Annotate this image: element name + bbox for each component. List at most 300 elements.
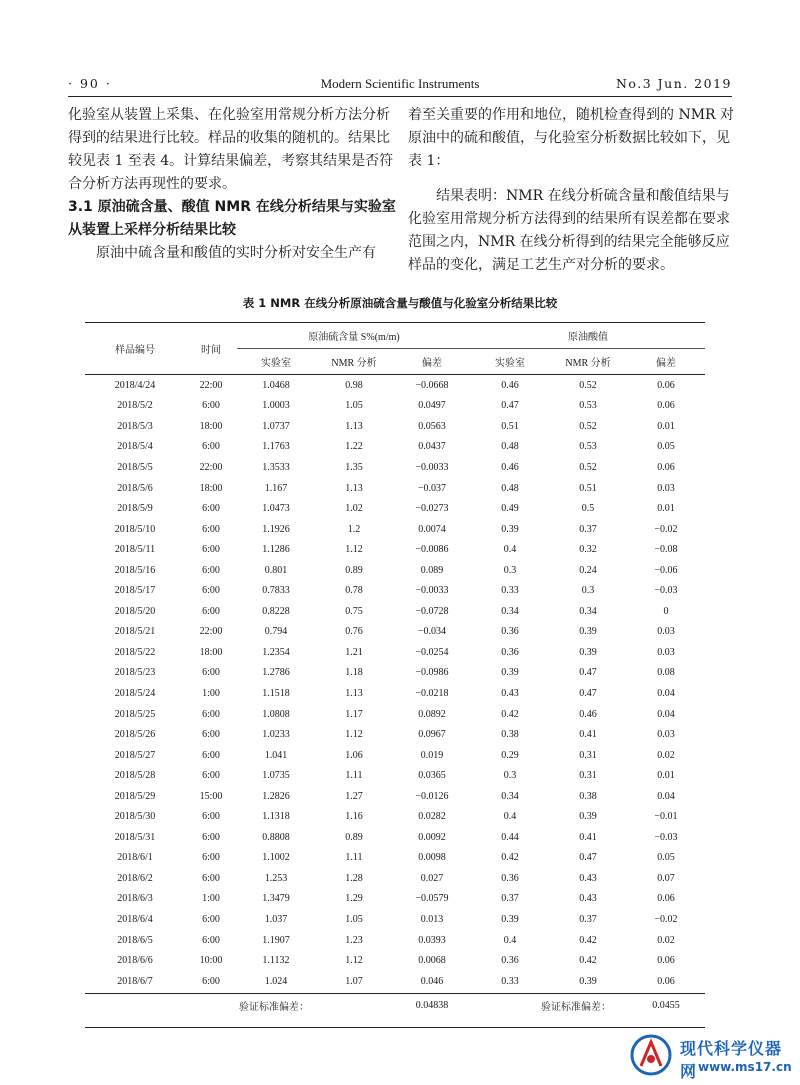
cell-acid-lab: 0.39 <box>501 667 519 679</box>
cell-acid-nmr: 0.47 <box>579 667 597 679</box>
cell-sulfur-nmr: 0.89 <box>345 564 363 576</box>
cell-sulfur-nmr: 0.98 <box>345 379 363 391</box>
cell-sulfur-lab: 1.2354 <box>262 646 290 658</box>
issue-info: No.3 Jun. 2019 <box>615 76 732 91</box>
table-row <box>85 745 705 766</box>
right-column <box>408 104 738 277</box>
cell-time: 6:00 <box>202 831 220 843</box>
cell-sulfur-lab: 0.8228 <box>262 605 290 617</box>
cell-sulfur-nmr: 1.28 <box>345 872 363 884</box>
table-row <box>85 786 705 807</box>
cell-sulfur-nmr: 0.89 <box>345 831 363 843</box>
cell-sulfur-lab: 1.024 <box>264 975 288 987</box>
cell-sample: 2018/6/7 <box>117 975 153 987</box>
std-value-acid: 0.0455 <box>627 994 705 1017</box>
section-title: 3.1 原油硫含量、酸值 NMR 在线分析结果与实验室从装置上采样分析结果比较 <box>68 199 396 238</box>
cell-acid-deviation: 0.07 <box>657 872 675 884</box>
cell-acid-deviation: 0.01 <box>657 420 675 432</box>
cell-sulfur-lab: 1.3479 <box>262 893 290 905</box>
cell-acid-nmr: 0.3 <box>581 585 595 597</box>
cell-sulfur-lab: 1.167 <box>264 482 288 494</box>
table-row <box>85 498 705 519</box>
cell-acid-lab: 0.4 <box>503 934 517 946</box>
subheader-lab: 实验室 <box>237 349 315 375</box>
table-row <box>85 478 705 499</box>
cell-sulfur-lab: 1.1907 <box>262 934 290 946</box>
std-value-sulfur: 0.04838 <box>393 994 471 1017</box>
cell-acid-lab: 0.39 <box>501 913 519 925</box>
cell-acid-lab: 0.51 <box>501 420 519 432</box>
cell-sulfur-nmr: 1.35 <box>345 461 363 473</box>
cell-acid-deviation: 0.05 <box>657 441 675 453</box>
subheader-lab: 实验室 <box>471 349 549 375</box>
cell-time: 6:00 <box>202 852 220 864</box>
cell-sample: 2018/5/31 <box>114 831 156 843</box>
left-paragraph-2: 原油中硫含量和酸值的实时分析对安全生产有 <box>96 245 376 261</box>
cell-acid-lab: 0.33 <box>501 585 519 597</box>
table-row <box>85 950 705 971</box>
cell-sulfur-deviation: −0.0033 <box>415 461 449 473</box>
cell-sulfur-deviation: −0.037 <box>417 482 447 494</box>
cell-sulfur-lab: 1.1286 <box>262 544 290 556</box>
cell-acid-deviation: 0.06 <box>657 975 675 987</box>
cell-time: 10:00 <box>199 955 223 967</box>
cell-sulfur-deviation: 0.013 <box>420 913 444 925</box>
cell-acid-nmr: 0.32 <box>579 544 597 556</box>
cell-acid-lab: 0.44 <box>501 831 519 843</box>
cell-sulfur-deviation: −0.0728 <box>415 605 449 617</box>
cell-time: 6:00 <box>202 667 220 679</box>
cell-sulfur-deviation: 0.046 <box>420 975 444 987</box>
table-row <box>85 519 705 540</box>
cell-acid-lab: 0.39 <box>501 523 519 535</box>
cell-time: 6:00 <box>202 913 220 925</box>
cell-acid-deviation: −0.01 <box>654 811 678 823</box>
cell-acid-lab: 0.4 <box>503 544 517 556</box>
cell-acid-lab: 0.42 <box>501 708 519 720</box>
cell-sulfur-nmr: 1.16 <box>345 811 363 823</box>
cell-sulfur-nmr: 1.11 <box>345 852 363 864</box>
cell-acid-nmr: 0.5 <box>581 503 595 515</box>
table-row <box>85 560 705 581</box>
cell-acid-nmr: 0.52 <box>579 461 597 473</box>
cell-sulfur-deviation: 0.0967 <box>418 729 446 741</box>
cell-sulfur-deviation: −0.0126 <box>415 790 449 802</box>
cell-acid-deviation: 0.06 <box>657 400 675 412</box>
cell-acid-lab: 0.46 <box>501 461 519 473</box>
left-column <box>68 104 398 265</box>
cell-time: 18:00 <box>199 646 223 658</box>
cell-acid-lab: 0.36 <box>501 646 519 658</box>
cell-time: 1:00 <box>202 687 220 699</box>
cell-acid-lab: 0.37 <box>501 893 519 905</box>
cell-time: 6:00 <box>202 441 220 453</box>
cell-sample: 2018/5/10 <box>114 523 156 535</box>
cell-acid-deviation: 0.03 <box>657 482 675 494</box>
table-row <box>85 827 705 848</box>
cell-sulfur-nmr: 1.18 <box>345 667 363 679</box>
cell-sample: 2018/5/27 <box>114 749 156 761</box>
cell-acid-lab: 0.29 <box>501 749 519 761</box>
cell-acid-deviation: 0.06 <box>657 893 675 905</box>
cell-acid-lab: 0.36 <box>501 872 519 884</box>
table-row <box>85 806 705 827</box>
right-paragraph-2: 结果表明：NMR 在线分析硫含量和酸值结果与化验室用常规分析方法得到的结果所有误差都在要求范围之内，NMR 在线分析得到的结果完全能够反应样品的变化，满足工艺生产对分析的要求。 <box>408 188 730 273</box>
cell-sulfur-lab: 1.1518 <box>262 687 290 699</box>
cell-sulfur-deviation: 0.0563 <box>418 420 446 432</box>
cell-sulfur-nmr: 1.11 <box>345 770 363 782</box>
cell-sample: 2018/6/5 <box>117 934 153 946</box>
cell-acid-lab: 0.47 <box>501 400 519 412</box>
table-row <box>85 539 705 560</box>
cell-sample: 2018/5/29 <box>114 790 156 802</box>
table-row <box>85 971 705 994</box>
cell-sulfur-nmr: 1.07 <box>345 975 363 987</box>
cell-acid-lab: 0.33 <box>501 975 519 987</box>
cell-sulfur-nmr: 1.02 <box>345 503 363 515</box>
cell-time: 18:00 <box>199 420 223 432</box>
cell-sample: 2018/6/1 <box>117 852 153 864</box>
left-paragraph-1: 化验室从装置上采集、在化验室用常规分析方法分析得到的结果进行比较。样品的收集的随机的。结果比较见表 1 至表 4。计算结果偏差，考察其结果是否符合分析方法再现性的要求。 <box>68 107 394 192</box>
cell-sulfur-lab: 1.037 <box>264 913 288 925</box>
cell-acid-lab: 0.46 <box>501 379 519 391</box>
cell-sample: 2018/5/22 <box>114 646 156 658</box>
table-row <box>85 704 705 725</box>
cell-acid-nmr: 0.39 <box>579 646 597 658</box>
cell-sample: 2018/5/30 <box>114 811 156 823</box>
cell-acid-nmr: 0.37 <box>579 913 597 925</box>
cell-acid-lab: 0.36 <box>501 626 519 638</box>
cell-sulfur-lab: 1.2826 <box>262 790 290 802</box>
subheader-deviation: 偏差 <box>627 349 705 375</box>
subheader-deviation: 偏差 <box>393 349 471 375</box>
cell-acid-deviation: 0.04 <box>657 790 675 802</box>
cell-acid-nmr: 0.41 <box>579 831 597 843</box>
cell-acid-nmr: 0.38 <box>579 790 597 802</box>
watermark-url: www.ms17.cn <box>698 1060 792 1074</box>
cell-acid-deviation: −0.06 <box>654 564 678 576</box>
table-row <box>85 683 705 704</box>
table-row <box>85 416 705 437</box>
std-label-acid: 验证标准偏差： <box>471 994 627 1017</box>
cell-time: 6:00 <box>202 749 220 761</box>
cell-sulfur-deviation: 0.019 <box>420 749 444 761</box>
cell-acid-nmr: 0.31 <box>579 749 597 761</box>
subheader-nmr: NMR 分析 <box>315 349 393 375</box>
cell-time: 6:00 <box>202 872 220 884</box>
cell-sulfur-nmr: 1.13 <box>345 482 363 494</box>
cell-sulfur-nmr: 1.05 <box>345 913 363 925</box>
cell-sulfur-lab: 1.0233 <box>262 729 290 741</box>
cell-acid-nmr: 0.47 <box>579 687 597 699</box>
cell-acid-deviation: 0 <box>663 605 669 617</box>
cell-acid-nmr: 0.53 <box>579 441 597 453</box>
cell-acid-deviation: 0.01 <box>657 770 675 782</box>
running-header <box>68 70 732 94</box>
header-rule <box>68 96 732 97</box>
table-row <box>85 375 705 396</box>
cell-acid-lab: 0.43 <box>501 687 519 699</box>
cell-sample: 2018/5/26 <box>114 729 156 741</box>
cell-acid-nmr: 0.43 <box>579 893 597 905</box>
cell-sulfur-deviation: 0.0092 <box>418 831 446 843</box>
cell-sample: 2018/6/4 <box>117 913 153 925</box>
cell-sulfur-lab: 1.253 <box>264 872 288 884</box>
cell-acid-nmr: 0.43 <box>579 872 597 884</box>
cell-acid-deviation: −0.08 <box>654 544 678 556</box>
cell-acid-lab: 0.38 <box>501 729 519 741</box>
cell-sulfur-deviation: 0.027 <box>420 872 444 884</box>
cell-acid-deviation: −0.02 <box>654 913 678 925</box>
cell-time: 6:00 <box>202 564 220 576</box>
cell-sulfur-lab: 1.041 <box>264 749 288 761</box>
cell-acid-deviation: 0.06 <box>657 379 675 391</box>
cell-acid-lab: 0.34 <box>501 605 519 617</box>
cell-time: 6:00 <box>202 400 220 412</box>
cell-sulfur-lab: 1.0003 <box>262 400 290 412</box>
cell-sulfur-deviation: 0.0282 <box>418 811 446 823</box>
table-row <box>85 396 705 417</box>
cell-sulfur-deviation: −0.0986 <box>415 667 449 679</box>
cell-acid-deviation: 0.05 <box>657 852 675 864</box>
cell-sulfur-nmr: 1.29 <box>345 893 363 905</box>
cell-sulfur-lab: 1.1318 <box>262 811 290 823</box>
cell-sulfur-nmr: 1.13 <box>345 420 363 432</box>
table-row <box>85 642 705 663</box>
cell-sample: 2018/4/24 <box>114 379 156 391</box>
right-paragraph-1: 着至关重要的作用和地位，随机检查得到的 NMR 对原油中的硫和酸值，与化验室分析数据比较如下，见表 1： <box>408 107 735 169</box>
table-row <box>85 601 705 622</box>
cell-time: 18:00 <box>199 482 223 494</box>
cell-sulfur-deviation: 0.0074 <box>418 523 446 535</box>
cell-acid-lab: 0.36 <box>501 955 519 967</box>
cell-acid-deviation: −0.03 <box>654 831 678 843</box>
cell-acid-nmr: 0.39 <box>579 975 597 987</box>
cell-acid-lab: 0.3 <box>503 564 517 576</box>
cell-sulfur-nmr: 1.2 <box>347 523 361 535</box>
cell-sample: 2018/5/9 <box>117 503 153 515</box>
cell-acid-nmr: 0.34 <box>579 605 597 617</box>
cell-acid-nmr: 0.37 <box>579 523 597 535</box>
cell-sample: 2018/5/28 <box>114 770 156 782</box>
cell-sulfur-deviation: 0.0098 <box>418 852 446 864</box>
cell-acid-deviation: −0.03 <box>654 585 678 597</box>
cell-sulfur-deviation: 0.0393 <box>418 934 446 946</box>
cell-sample: 2018/6/2 <box>117 872 153 884</box>
group-header-acid: 原油酸值 <box>471 323 705 349</box>
table-row <box>85 848 705 869</box>
cell-acid-lab: 0.3 <box>503 770 517 782</box>
cell-acid-nmr: 0.42 <box>579 955 597 967</box>
cell-sample: 2018/6/3 <box>117 893 153 905</box>
cell-acid-deviation: 0.03 <box>657 729 675 741</box>
cell-sulfur-nmr: 1.23 <box>345 934 363 946</box>
cell-sulfur-lab: 0.794 <box>264 626 288 638</box>
cell-time: 6:00 <box>202 708 220 720</box>
cell-sample: 2018/5/20 <box>114 605 156 617</box>
cell-sulfur-lab: 1.1926 <box>262 523 290 535</box>
cell-sulfur-deviation: −0.0254 <box>415 646 449 658</box>
table-row <box>85 930 705 951</box>
cell-time: 6:00 <box>202 523 220 535</box>
cell-sulfur-lab: 1.1002 <box>262 852 290 864</box>
cell-time: 15:00 <box>199 790 223 802</box>
cell-acid-lab: 0.48 <box>501 482 519 494</box>
cell-acid-deviation: 0.08 <box>657 667 675 679</box>
cell-time: 6:00 <box>202 729 220 741</box>
cell-sulfur-nmr: 0.78 <box>345 585 363 597</box>
cell-sample: 2018/5/5 <box>117 461 153 473</box>
cell-acid-nmr: 0.39 <box>579 626 597 638</box>
cell-sulfur-nmr: 0.75 <box>345 605 363 617</box>
cell-sulfur-deviation: −0.0033 <box>415 585 449 597</box>
cell-sulfur-nmr: 1.05 <box>345 400 363 412</box>
cell-sulfur-lab: 1.0468 <box>262 379 290 391</box>
cell-sample: 2018/5/21 <box>114 626 156 638</box>
col-header-sample: 样品编号 <box>85 323 185 375</box>
cell-acid-deviation: 0.02 <box>657 934 675 946</box>
cell-sample: 2018/5/3 <box>117 420 153 432</box>
table-row <box>85 663 705 684</box>
cell-sulfur-deviation: −0.034 <box>417 626 447 638</box>
cell-acid-nmr: 0.31 <box>579 770 597 782</box>
col-header-time: 时间 <box>185 323 237 375</box>
logo-emblem-icon <box>628 1032 674 1078</box>
cell-time: 6:00 <box>202 811 220 823</box>
cell-sulfur-deviation: 0.089 <box>420 564 444 576</box>
subheader-nmr: NMR 分析 <box>549 349 627 375</box>
cell-time: 6:00 <box>202 934 220 946</box>
cell-sulfur-nmr: 1.12 <box>345 729 363 741</box>
cell-sulfur-deviation: −0.0086 <box>415 544 449 556</box>
cell-sulfur-lab: 0.7833 <box>262 585 290 597</box>
cell-acid-deviation: 0.03 <box>657 646 675 658</box>
cell-sulfur-lab: 1.2786 <box>262 667 290 679</box>
cell-sulfur-deviation: 0.0068 <box>418 955 446 967</box>
table-row <box>85 580 705 601</box>
cell-sample: 2018/5/16 <box>114 564 156 576</box>
table-row <box>85 765 705 786</box>
cell-sulfur-nmr: 1.06 <box>345 749 363 761</box>
cell-acid-nmr: 0.52 <box>579 379 597 391</box>
cell-sulfur-nmr: 1.27 <box>345 790 363 802</box>
cell-sample: 2018/6/6 <box>117 955 153 967</box>
cell-acid-deviation: 0.06 <box>657 461 675 473</box>
cell-sample: 2018/5/11 <box>114 544 156 556</box>
cell-time: 22:00 <box>199 626 223 638</box>
cell-sulfur-nmr: 0.76 <box>345 626 363 638</box>
cell-acid-nmr: 0.47 <box>579 852 597 864</box>
cell-acid-nmr: 0.46 <box>579 708 597 720</box>
cell-sulfur-deviation: −0.0218 <box>415 687 449 699</box>
cell-sample: 2018/5/4 <box>117 441 153 453</box>
cell-acid-lab: 0.42 <box>501 852 519 864</box>
cell-sulfur-deviation: −0.0273 <box>415 503 449 515</box>
cell-sulfur-lab: 1.1763 <box>262 441 290 453</box>
table-bottom-rule <box>85 1027 705 1028</box>
cell-sulfur-lab: 1.0473 <box>262 503 290 515</box>
cell-sample: 2018/5/2 <box>117 400 153 412</box>
cell-acid-lab: 0.48 <box>501 441 519 453</box>
cell-acid-deviation: 0.04 <box>657 687 675 699</box>
cell-sulfur-nmr: 1.12 <box>345 955 363 967</box>
cell-sulfur-deviation: −0.0579 <box>415 893 449 905</box>
cell-sulfur-nmr: 1.22 <box>345 441 363 453</box>
cell-acid-nmr: 0.52 <box>579 420 597 432</box>
table-row <box>85 724 705 745</box>
cell-acid-lab: 0.34 <box>501 790 519 802</box>
cell-acid-nmr: 0.51 <box>579 482 597 494</box>
data-table <box>85 322 705 1016</box>
cell-sulfur-nmr: 1.17 <box>345 708 363 720</box>
table-row <box>85 868 705 889</box>
table-row <box>85 457 705 478</box>
cell-sulfur-lab: 1.3533 <box>262 461 290 473</box>
cell-sulfur-lab: 1.0808 <box>262 708 290 720</box>
watermark-name: 现代科学仪器网 <box>680 1039 783 1081</box>
cell-sulfur-deviation: 0.0365 <box>418 770 446 782</box>
cell-time: 6:00 <box>202 585 220 597</box>
table-caption: 表 1 NMR 在线分析原油硫含量与酸值与化验室分析结果比较 <box>242 296 558 310</box>
cell-time: 6:00 <box>202 770 220 782</box>
cell-time: 1:00 <box>202 893 220 905</box>
cell-acid-deviation: 0.02 <box>657 749 675 761</box>
cell-sample: 2018/5/25 <box>114 708 156 720</box>
cell-time: 6:00 <box>202 544 220 556</box>
table-body <box>85 375 705 994</box>
journal-name: Modern Scientific Instruments <box>320 76 480 91</box>
cell-acid-nmr: 0.42 <box>579 934 597 946</box>
cell-acid-lab: 0.49 <box>501 503 519 515</box>
cell-acid-deviation: 0.06 <box>657 955 675 967</box>
cell-sulfur-lab: 1.0735 <box>262 770 290 782</box>
group-header-sulfur: 原油硫含量 S%(m/m) <box>237 323 471 349</box>
cell-sulfur-deviation: 0.0437 <box>418 441 446 453</box>
cell-acid-deviation: 0.03 <box>657 626 675 638</box>
cell-acid-deviation: 0.01 <box>657 503 675 515</box>
cell-acid-nmr: 0.39 <box>579 811 597 823</box>
cell-acid-nmr: 0.41 <box>579 729 597 741</box>
table-row <box>85 622 705 643</box>
cell-sulfur-lab: 0.8808 <box>262 831 290 843</box>
cell-sulfur-nmr: 1.12 <box>345 544 363 556</box>
table-row <box>85 437 705 458</box>
cell-sulfur-deviation: 0.0497 <box>418 400 446 412</box>
table-row <box>85 909 705 930</box>
std-deviation-row <box>85 994 705 1017</box>
cell-sulfur-deviation: −0.0668 <box>415 379 449 391</box>
cell-sample: 2018/5/17 <box>114 585 156 597</box>
cell-time: 6:00 <box>202 605 220 617</box>
cell-time: 6:00 <box>202 503 220 515</box>
cell-sulfur-nmr: 1.21 <box>345 646 363 658</box>
std-label-sulfur: 验证标准偏差： <box>85 994 315 1017</box>
cell-sample: 2018/5/24 <box>114 687 156 699</box>
cell-sulfur-nmr: 1.13 <box>345 687 363 699</box>
watermark-logo <box>628 1028 798 1080</box>
cell-time: 6:00 <box>202 975 220 987</box>
cell-acid-deviation: −0.02 <box>654 523 678 535</box>
table-row <box>85 889 705 910</box>
cell-acid-nmr: 0.53 <box>579 400 597 412</box>
cell-sample: 2018/5/6 <box>117 482 153 494</box>
cell-acid-deviation: 0.04 <box>657 708 675 720</box>
cell-sulfur-lab: 1.0737 <box>262 420 290 432</box>
cell-sample: 2018/5/23 <box>114 667 156 679</box>
cell-sulfur-lab: 1.1132 <box>262 955 290 967</box>
cell-sulfur-deviation: 0.0892 <box>418 708 446 720</box>
cell-sulfur-lab: 0.801 <box>264 564 288 576</box>
